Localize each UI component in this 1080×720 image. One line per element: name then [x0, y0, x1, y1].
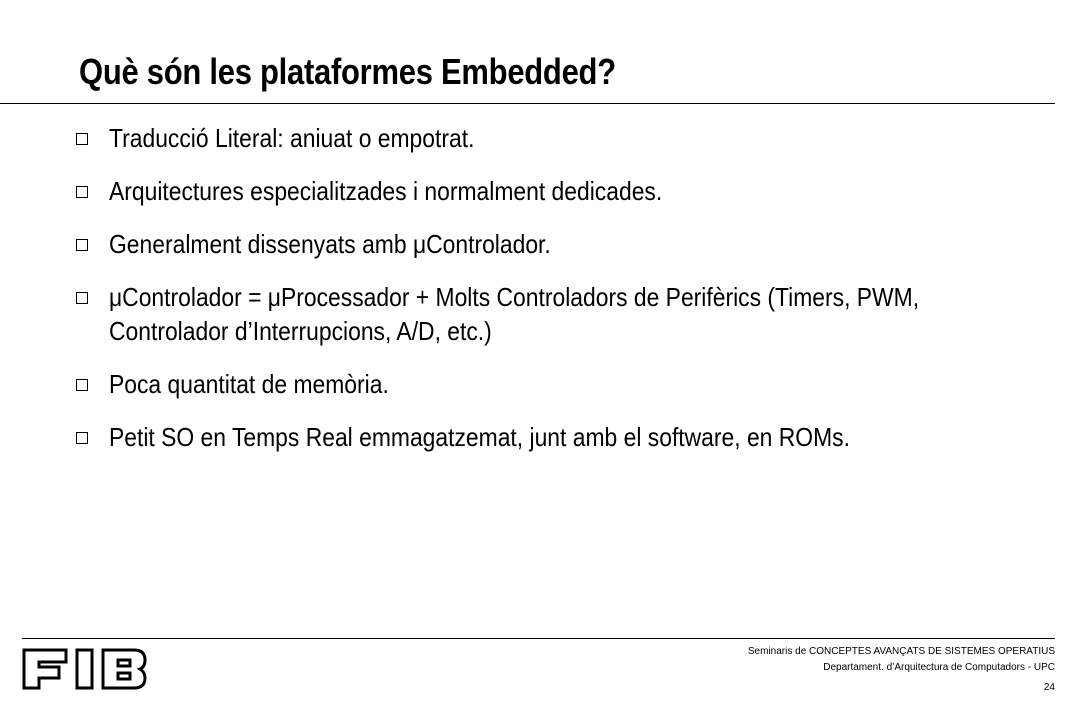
hollow-square-bullet-icon	[76, 133, 88, 145]
bullet-text: μControlador = μProcessador + Molts Controladors de Perifèrics (Timers, PWM, Controlador d’Interrupcions, A/D, etc.)	[109, 282, 920, 346]
hollow-square-bullet-icon	[76, 239, 88, 251]
footer-credits	[555, 644, 1055, 676]
page-number: 24	[1043, 682, 1055, 693]
bullet-list	[75, 121, 1060, 473]
bullet-item-2	[75, 174, 1060, 208]
bullet-item-3	[75, 227, 1060, 261]
title-divider	[0, 103, 1055, 104]
bullet-text: Arquitectures especialitzades i normalment dedicades.	[109, 176, 663, 206]
bullet-text: Poca quantitat de memòria.	[109, 369, 389, 399]
bullet-item-4	[75, 280, 1060, 348]
fib-logo	[22, 647, 148, 691]
bullet-item-5	[75, 367, 1060, 401]
hollow-square-bullet-icon	[76, 432, 88, 444]
footer-divider	[22, 638, 1055, 639]
footer-department-line: Departament. d’Arquitectura de Computadors - UPC	[823, 662, 1055, 673]
slide-title: Què són les plataformes Embedded?	[79, 51, 616, 92]
hollow-square-bullet-icon	[76, 379, 88, 391]
bullet-item-1	[75, 121, 1060, 155]
footer-seminar-line: Seminaris de CONCEPTES AVANÇATS DE SISTEMES OPERATIUS	[747, 646, 1055, 657]
hollow-square-bullet-icon	[76, 186, 88, 198]
bullet-text: Traducció Literal: aniuat o empotrat.	[109, 123, 475, 153]
hollow-square-bullet-icon	[76, 292, 88, 304]
bullet-text: Petit SO en Temps Real emmagatzemat, junt amb el software, en ROMs.	[109, 422, 850, 452]
bullet-text: Generalment dissenyats amb μControlador.	[109, 229, 551, 259]
bullet-item-6	[75, 420, 1060, 454]
